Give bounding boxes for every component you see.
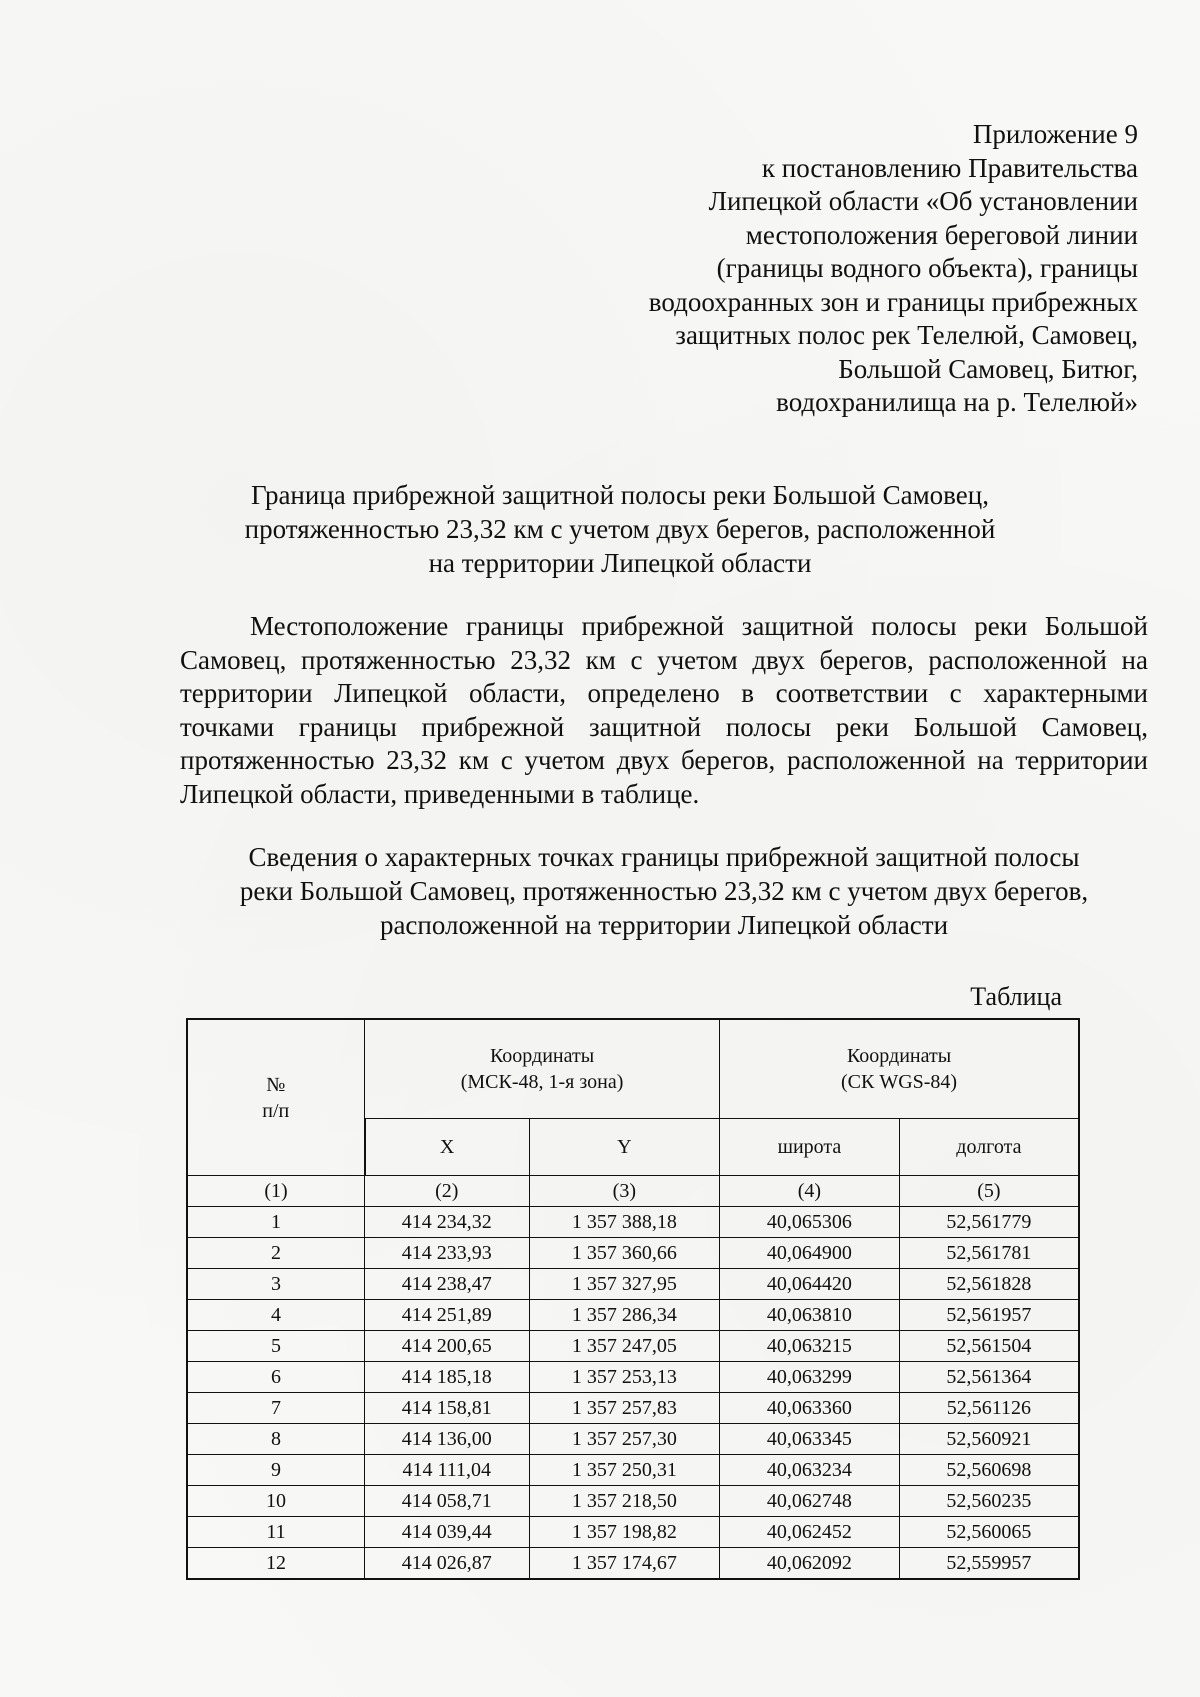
appendix-line: местоположения береговой линии (745, 219, 1138, 250)
cell-number: 6 (187, 1362, 365, 1393)
cell-number: 5 (187, 1331, 365, 1362)
cell-longitude: 52,561779 (899, 1207, 1079, 1238)
cell-y: 1 357 247,05 (529, 1331, 720, 1362)
cell-latitude: 40,063810 (720, 1300, 900, 1331)
cell-number: 4 (187, 1300, 365, 1331)
paragraph-line: точками границы прибрежной защитной полосы реки Большой Самовец, (180, 711, 1148, 742)
header-latitude: широта (720, 1119, 900, 1176)
cell-latitude: 40,063215 (720, 1331, 900, 1362)
cell-x: 414 185,18 (365, 1362, 530, 1393)
header-number-abbr: п/п (262, 1099, 290, 1122)
cell-number: 7 (187, 1393, 365, 1424)
cell-latitude: 40,062452 (720, 1517, 900, 1548)
cell-x: 414 200,65 (365, 1331, 530, 1362)
cell-x: 414 111,04 (365, 1455, 530, 1486)
header-number (187, 1019, 365, 1176)
cell-x: 414 058,71 (365, 1486, 530, 1517)
cell-x: 414 158,81 (365, 1393, 530, 1424)
cell-longitude: 52,559957 (899, 1548, 1079, 1580)
cell-longitude: 52,561504 (899, 1331, 1079, 1362)
subtitle-line: Сведения о характерных точках границы прибрежной защитной полосы (248, 842, 1080, 872)
header-wgs84-system: (СК WGS-84) (840, 1071, 958, 1093)
cell-latitude: 40,062092 (720, 1548, 900, 1580)
column-number-2: (2) (365, 1176, 530, 1207)
cell-longitude: 52,561781 (899, 1238, 1079, 1269)
cell-x: 414 026,87 (365, 1548, 530, 1580)
cell-latitude: 40,063299 (720, 1362, 900, 1393)
cell-number: 9 (187, 1455, 365, 1486)
appendix-line: Большой Самовец, Битюг, (838, 353, 1138, 384)
header-x: X (365, 1119, 530, 1176)
cell-y: 1 357 174,67 (529, 1548, 720, 1580)
column-number-1: (1) (187, 1176, 365, 1207)
cell-longitude: 52,561957 (899, 1300, 1079, 1331)
cell-latitude: 40,062748 (720, 1486, 900, 1517)
appendix-header (578, 118, 1138, 420)
cell-longitude: 52,560065 (899, 1517, 1079, 1548)
table-row (187, 1300, 1079, 1331)
paragraph-line: территории Липецкой области, определено в соответствии с характерными (180, 678, 1148, 709)
table-row (187, 1393, 1079, 1424)
cell-x: 414 251,89 (365, 1300, 530, 1331)
header-msk48-group (365, 1019, 720, 1119)
cell-y: 1 357 388,18 (529, 1207, 720, 1238)
table-row (187, 1269, 1079, 1300)
cell-longitude: 52,560235 (899, 1486, 1079, 1517)
header-msk48-title: Координаты (489, 1045, 595, 1067)
paragraph-line: протяженностью 23,32 км с учетом двух берегов, расположенной на территории (180, 745, 1148, 776)
cell-latitude: 40,064420 (720, 1269, 900, 1300)
column-number-4: (4) (720, 1176, 900, 1207)
cell-y: 1 357 218,50 (529, 1486, 720, 1517)
document-title (180, 478, 1060, 580)
cell-y: 1 357 198,82 (529, 1517, 720, 1548)
table-row (187, 1517, 1079, 1548)
cell-x: 414 039,44 (365, 1517, 530, 1548)
cell-y: 1 357 360,66 (529, 1238, 720, 1269)
paragraph-line: Самовец, протяженностью 23,32 км с учетом двух берегов, расположенной на (180, 644, 1148, 675)
cell-number: 10 (187, 1486, 365, 1517)
table-caption: Таблица (970, 982, 1062, 1011)
body-paragraph (180, 610, 1148, 812)
table-row (187, 1362, 1079, 1393)
cell-longitude: 52,560921 (899, 1424, 1079, 1455)
header-longitude: долгота (899, 1119, 1079, 1176)
appendix-line: водохранилища на р. Телелюй» (776, 387, 1138, 417)
appendix-line: водоохранных зон и границы прибрежных (648, 286, 1138, 317)
appendix-line: защитных полос рек Телелюй, Самовец, (675, 320, 1138, 350)
header-msk48-system: (МСК-48, 1-я зона) (460, 1071, 624, 1093)
cell-latitude: 40,063345 (720, 1424, 900, 1455)
cell-longitude: 52,561126 (899, 1393, 1079, 1424)
cell-y: 1 357 250,31 (529, 1455, 720, 1486)
appendix-line: Липецкой области «Об установлении (708, 186, 1138, 216)
cell-y: 1 357 286,34 (529, 1300, 720, 1331)
table-row (187, 1424, 1079, 1455)
coordinates-table (186, 1018, 1080, 1580)
appendix-line: Приложение 9 (972, 119, 1138, 149)
subtitle-line: реки Большой Самовец, протяженностью 23,32 км с учетом двух берегов, (239, 876, 1089, 906)
table-row (187, 1331, 1079, 1362)
cell-number: 1 (187, 1207, 365, 1238)
header-wgs84-group (720, 1019, 1079, 1119)
paragraph-line: Местоположение границы прибрежной защитной полосы реки Большой (250, 611, 1148, 641)
title-line: протяженностью 23,32 км с учетом двух берегов, расположенной (244, 514, 996, 544)
header-number-sign: № (266, 1073, 286, 1096)
column-number-3: (3) (529, 1176, 720, 1207)
cell-x: 414 136,00 (365, 1424, 530, 1455)
cell-longitude: 52,560698 (899, 1455, 1079, 1486)
table-heading (180, 840, 1148, 942)
cell-x: 414 234,32 (365, 1207, 530, 1238)
table-row (187, 1486, 1079, 1517)
cell-y: 1 357 253,13 (529, 1362, 720, 1393)
cell-latitude: 40,063360 (720, 1393, 900, 1424)
cell-latitude: 40,065306 (720, 1207, 900, 1238)
title-line: Граница прибрежной защитной полосы реки Большой Самовец, (251, 480, 989, 510)
cell-number: 3 (187, 1269, 365, 1300)
table-row (187, 1455, 1079, 1486)
cell-y: 1 357 257,30 (529, 1424, 720, 1455)
subtitle-line: расположенной на территории Липецкой области (379, 910, 949, 940)
table-row (187, 1238, 1079, 1269)
appendix-line: к постановлению Правительства (761, 152, 1138, 183)
cell-longitude: 52,561364 (899, 1362, 1079, 1393)
cell-number: 11 (187, 1517, 365, 1548)
table-body (187, 1207, 1079, 1580)
header-wgs84-title: Координаты (846, 1045, 952, 1067)
cell-latitude: 40,063234 (720, 1455, 900, 1486)
column-number-5: (5) (899, 1176, 1079, 1207)
cell-number: 12 (187, 1548, 365, 1580)
title-line: на территории Липецкой области (428, 548, 812, 578)
cell-y: 1 357 257,83 (529, 1393, 720, 1424)
cell-latitude: 40,064900 (720, 1238, 900, 1269)
table-row (187, 1548, 1079, 1580)
cell-number: 2 (187, 1238, 365, 1269)
appendix-line: (границы водного объекта), границы (716, 253, 1138, 283)
paragraph-line: Липецкой области, приведенными в таблице. (180, 778, 700, 809)
header-y: Y (529, 1119, 720, 1176)
cell-number: 8 (187, 1424, 365, 1455)
cell-x: 414 233,93 (365, 1238, 530, 1269)
cell-x: 414 238,47 (365, 1269, 530, 1300)
cell-y: 1 357 327,95 (529, 1269, 720, 1300)
cell-longitude: 52,561828 (899, 1269, 1079, 1300)
table-row (187, 1207, 1079, 1238)
